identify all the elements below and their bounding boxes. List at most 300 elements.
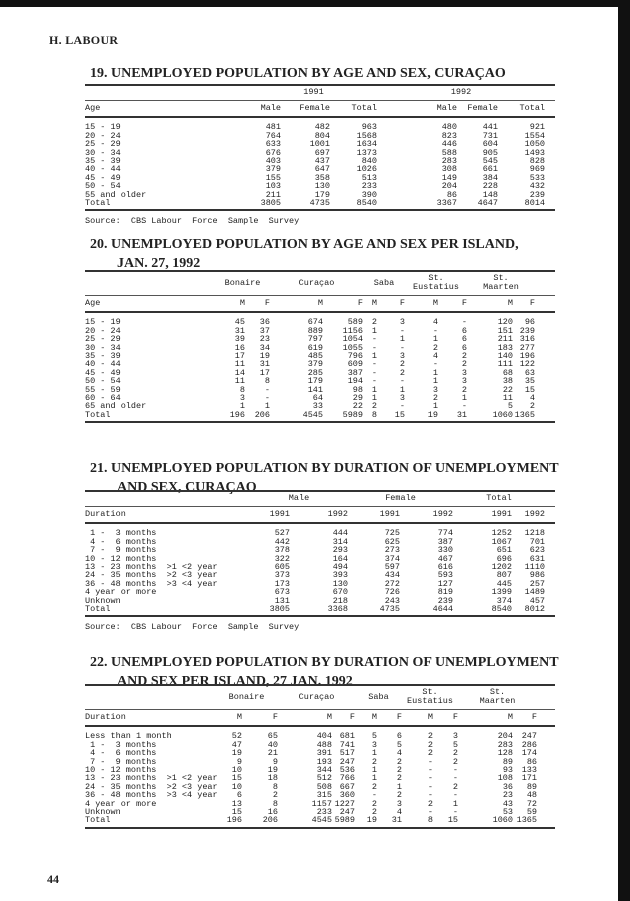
cell-value: 609 xyxy=(347,359,363,370)
row-label: Less than 1 month xyxy=(85,731,172,742)
cell-value: 31 xyxy=(377,816,402,827)
cell-value: 15 xyxy=(377,411,405,422)
table-title-line: JAN. 27, 1992 xyxy=(117,256,201,271)
table-row xyxy=(85,523,555,537)
cell-value: 1 xyxy=(371,748,377,759)
cell-value: 6 xyxy=(461,325,468,336)
cell-value: 11 xyxy=(234,376,245,387)
cell-value: 330 xyxy=(437,545,454,556)
cell-value: 391 xyxy=(316,748,332,759)
cell-value: 403 xyxy=(265,156,281,167)
cell-value: 2 xyxy=(371,317,377,328)
cell-value: 2 xyxy=(461,351,468,362)
cell-value: - xyxy=(371,334,377,345)
row-label: 24 - 35 months >2 <3 year xyxy=(85,781,218,792)
cell-value: 797 xyxy=(307,334,323,345)
cell-value: 605 xyxy=(274,562,290,573)
column-header: M xyxy=(405,296,438,313)
column-header: 1992 xyxy=(512,507,545,524)
group-header: 1991 xyxy=(303,87,324,97)
cell-value: 17 xyxy=(234,351,245,362)
cell-value: 8 xyxy=(264,376,270,387)
cell-value: 204 xyxy=(497,731,514,742)
cell-value: 65 xyxy=(267,731,278,742)
cell-value: 48 xyxy=(526,790,538,801)
cell-value: 3 xyxy=(461,376,468,387)
cell-value: - xyxy=(461,401,468,412)
cell-value: 481 xyxy=(265,122,281,133)
group-header xyxy=(85,85,250,101)
cell-value: 277 xyxy=(519,342,536,353)
row-label: 36 - 48 months >3 <4 year xyxy=(85,578,218,589)
cell-value: - xyxy=(264,393,270,404)
cell-value: 731 xyxy=(482,130,499,141)
group-header: Curaçao xyxy=(298,277,335,288)
cell-value: 676 xyxy=(265,147,281,158)
cell-value: 2 xyxy=(452,781,459,792)
cell-value: 457 xyxy=(529,595,546,606)
row-label: 13 - 23 months >1 <2 year xyxy=(85,562,218,573)
cell-value: - xyxy=(399,325,405,336)
table-row xyxy=(85,411,555,422)
cell-value: 1489 xyxy=(524,587,546,598)
column-header: M xyxy=(215,296,245,313)
cell-value: - xyxy=(427,781,433,792)
cell-value: - xyxy=(399,342,405,353)
cell-value: 1568 xyxy=(356,130,378,141)
cell-value: 647 xyxy=(314,164,330,175)
cell-value: 149 xyxy=(441,172,458,183)
table-title-line: AND SEX, CURAÇAO xyxy=(117,480,257,495)
group-header: St. Eustatius xyxy=(413,273,459,292)
cell-value: - xyxy=(427,765,433,776)
cell-value: 390 xyxy=(361,189,378,200)
cell-value: 384 xyxy=(482,172,499,183)
table-wrapper xyxy=(85,684,555,829)
row-label: Total xyxy=(85,199,250,210)
group-header: Saba xyxy=(373,277,395,288)
cell-value: 5 xyxy=(452,739,459,750)
row-label: Total xyxy=(85,411,215,422)
table-row xyxy=(85,199,555,210)
row-label: 25 - 29 xyxy=(85,139,121,150)
cell-value: 1 xyxy=(264,401,270,412)
cell-value: 53 xyxy=(502,807,514,818)
column-header: 1991 xyxy=(453,507,512,524)
cell-value: 22 xyxy=(502,384,514,395)
cell-value: 494 xyxy=(332,562,348,573)
cell-value: 233 xyxy=(361,181,378,192)
cell-value: 19 xyxy=(231,748,242,759)
cell-value: 593 xyxy=(437,570,454,581)
column-header: M xyxy=(402,710,433,727)
cell-value: 206 xyxy=(242,816,278,827)
cell-value: 108 xyxy=(497,773,514,784)
cell-value: 130 xyxy=(314,181,330,192)
group-header: Total xyxy=(486,493,512,503)
cell-value: 8 xyxy=(363,411,377,422)
cell-value: 15 xyxy=(231,773,242,784)
cell-value: 378 xyxy=(274,545,290,556)
cell-value: 633 xyxy=(265,139,281,150)
cell-value: 661 xyxy=(482,164,499,175)
cell-value: 604 xyxy=(482,139,499,150)
cell-value: 243 xyxy=(384,595,400,606)
group-header: 1992 xyxy=(450,87,472,97)
table-title-line: 22. UNEMPLOYED POPULATION BY DURATION OF UNEMPLOYMENT xyxy=(90,655,559,670)
cell-value: 8 xyxy=(239,384,245,395)
cell-value: 272 xyxy=(384,578,400,589)
row-label: 50 - 54 xyxy=(85,376,121,387)
cell-value: 619 xyxy=(307,342,323,353)
cell-value: 513 xyxy=(361,172,378,183)
cell-value: 1227 xyxy=(334,798,355,809)
cell-value: 151 xyxy=(497,325,514,336)
cell-value: 40 xyxy=(267,739,278,750)
cell-value: 467 xyxy=(437,553,454,564)
column-header: 1992 xyxy=(290,507,348,524)
cell-value: 204 xyxy=(441,181,458,192)
column-header: F xyxy=(438,296,467,313)
cell-value: 131 xyxy=(274,595,290,606)
cell-value: 4545 xyxy=(270,411,323,422)
cell-value: 6 xyxy=(461,334,468,345)
row-label: 13 - 23 months >1 <2 year xyxy=(85,773,218,784)
row-label: 45 - 49 xyxy=(85,367,121,378)
cell-value: 2 xyxy=(461,384,468,395)
cell-value: 358 xyxy=(314,172,330,183)
cell-value: - xyxy=(371,790,377,801)
cell-value: - xyxy=(399,401,405,412)
table-row xyxy=(85,117,555,131)
group-header: Male xyxy=(288,493,310,503)
cell-value: 527 xyxy=(274,528,290,539)
cell-value: 442 xyxy=(274,536,290,547)
cell-value: 10 xyxy=(231,781,242,792)
cell-value: 31 xyxy=(438,411,467,422)
cell-value: 3 xyxy=(239,393,245,404)
column-header: F xyxy=(377,296,405,313)
cell-value: 1218 xyxy=(524,528,546,539)
cell-value: 1110 xyxy=(524,562,546,573)
cell-value: 239 xyxy=(519,325,536,336)
cell-value: 1365 xyxy=(513,411,535,422)
cell-value: 8014 xyxy=(498,199,545,210)
cell-value: 1365 xyxy=(513,816,537,827)
column-header: F xyxy=(323,296,363,313)
cell-value: 482 xyxy=(314,122,330,133)
cell-value: 3368 xyxy=(290,605,348,616)
column-header: Male xyxy=(250,101,281,118)
row-label: 45 - 49 xyxy=(85,172,121,183)
cell-value: 445 xyxy=(496,578,513,589)
column-header: Female xyxy=(281,101,330,118)
table-row xyxy=(85,726,555,740)
cell-value: 1 xyxy=(396,781,402,792)
cell-value: 631 xyxy=(529,553,546,564)
cell-value: 589 xyxy=(347,317,363,328)
column-header: Total xyxy=(498,101,545,118)
cell-value: 512 xyxy=(316,773,332,784)
cell-value: 387 xyxy=(437,536,454,547)
cell-value: 485 xyxy=(307,351,323,362)
cell-value: 1060 xyxy=(458,816,513,827)
row-label: 55 - 59 xyxy=(85,384,121,395)
cell-value: 111 xyxy=(497,359,514,370)
cell-value: 179 xyxy=(314,189,330,200)
data-table xyxy=(85,84,555,211)
table-source-note: Source: CBS Labour Force Sample Survey xyxy=(85,216,300,227)
cell-value: - xyxy=(452,773,459,784)
cell-value: 373 xyxy=(274,570,290,581)
cell-value: 4647 xyxy=(457,199,498,210)
row-label: 60 - 64 xyxy=(85,393,121,404)
row-label: 4 - 6 months xyxy=(85,748,157,759)
cell-value: 670 xyxy=(332,587,348,598)
cell-value: 6 xyxy=(396,731,402,742)
cell-value: 404 xyxy=(316,731,332,742)
cell-value: 127 xyxy=(437,578,454,589)
cell-value: 19 xyxy=(405,411,438,422)
cell-value: 4735 xyxy=(281,199,330,210)
table-source-note: Source: CBS Labour Force Sample Survey xyxy=(85,622,300,633)
column-header: F xyxy=(245,296,270,313)
group-header: St. Maarten xyxy=(479,687,516,706)
cell-value: 194 xyxy=(347,376,363,387)
cell-value: 8540 xyxy=(453,605,512,616)
cell-value: 517 xyxy=(339,748,355,759)
cell-value: 283 xyxy=(497,739,514,750)
group-header-row xyxy=(85,685,555,710)
cell-value: 196 xyxy=(215,411,245,422)
cell-value: 374 xyxy=(496,595,513,606)
cell-value: 11 xyxy=(234,359,245,370)
cell-value: 52 xyxy=(231,731,242,742)
cell-value: 1 xyxy=(371,325,377,336)
cell-value: 141 xyxy=(307,384,323,395)
cell-value: 155 xyxy=(265,172,281,183)
column-header-row xyxy=(85,710,555,727)
cell-value: 211 xyxy=(497,334,514,345)
cell-value: 228 xyxy=(482,181,499,192)
cell-value: 15 xyxy=(524,384,536,395)
cell-value: 2 xyxy=(396,790,402,801)
cell-value: 625 xyxy=(384,536,400,547)
cell-value: - xyxy=(452,765,459,776)
cell-value: 696 xyxy=(496,553,513,564)
cell-value: 93 xyxy=(502,765,514,776)
column-header: Male xyxy=(377,101,457,118)
cell-value: 2 xyxy=(371,807,377,818)
group-header-row xyxy=(85,491,555,507)
cell-value: 1067 xyxy=(491,536,513,547)
table-wrapper xyxy=(85,270,555,423)
column-header-row xyxy=(85,101,555,118)
table-wrapper xyxy=(85,84,555,226)
cell-value: 63 xyxy=(524,367,536,378)
cell-value: 1 xyxy=(432,367,438,378)
column-header: M xyxy=(215,710,242,727)
cell-value: 164 xyxy=(332,553,348,564)
cell-value: 360 xyxy=(339,790,355,801)
cell-value: 804 xyxy=(314,130,330,141)
cell-value: 432 xyxy=(529,181,546,192)
table-title xyxy=(90,235,519,273)
cell-value: 196 xyxy=(215,816,242,827)
column-header: Duration xyxy=(85,710,215,727)
cell-value: 726 xyxy=(384,587,400,598)
cell-value: 969 xyxy=(529,164,546,175)
group-header-row xyxy=(85,85,555,101)
cell-value: 86 xyxy=(526,756,538,767)
cell-value: 697 xyxy=(314,147,330,158)
cell-value: 1493 xyxy=(524,147,546,158)
cell-value: 171 xyxy=(521,773,538,784)
cell-value: 2 xyxy=(529,401,536,412)
cell-value: 13 xyxy=(231,798,242,809)
column-header: M xyxy=(355,710,377,727)
row-label: 25 - 29 xyxy=(85,334,121,345)
cell-value: 35 xyxy=(524,376,536,387)
cell-value: 8 xyxy=(272,781,278,792)
cell-value: 1 xyxy=(239,401,245,412)
table-title-line: 20. UNEMPLOYED POPULATION BY AGE AND SEX PER ISLAND, xyxy=(90,237,519,252)
cell-value: 6 xyxy=(461,342,468,353)
cell-value: - xyxy=(371,367,377,378)
cell-value: 393 xyxy=(332,570,348,581)
cell-value: 257 xyxy=(529,578,546,589)
row-label: 1 - 3 months xyxy=(85,528,157,539)
cell-value: 29 xyxy=(352,393,363,404)
cell-value: 315 xyxy=(316,790,332,801)
cell-value: 2 xyxy=(396,756,402,767)
cell-value: 819 xyxy=(437,587,454,598)
section-header: H. LABOUR xyxy=(49,33,119,47)
cell-value: 283 xyxy=(441,156,458,167)
cell-value: 218 xyxy=(332,595,348,606)
cell-value: 15 xyxy=(433,816,458,827)
cell-value: 823 xyxy=(441,130,458,141)
cell-value: 434 xyxy=(384,570,400,581)
cell-value: 273 xyxy=(384,545,400,556)
cell-value: 4 xyxy=(432,317,438,328)
cell-value: 2 xyxy=(432,393,438,404)
row-label: 40 - 44 xyxy=(85,164,121,175)
row-label: 4 year or more xyxy=(85,587,157,598)
cell-value: 3 xyxy=(399,393,405,404)
cell-value: 1054 xyxy=(342,334,363,345)
cell-value: 3 xyxy=(461,367,468,378)
row-label: 24 - 35 months >2 <3 year xyxy=(85,570,218,581)
column-header: F xyxy=(377,710,402,727)
cell-value: 4545 xyxy=(278,816,332,827)
cell-value: 3 xyxy=(371,739,377,750)
row-label: 4 year or more xyxy=(85,798,157,809)
cell-value: 4 xyxy=(396,807,402,818)
row-label: 20 - 24 xyxy=(85,130,121,141)
cell-value: 17 xyxy=(259,367,270,378)
cell-value: 725 xyxy=(384,528,400,539)
cell-value: 4735 xyxy=(348,605,400,616)
cell-value: 133 xyxy=(521,765,538,776)
cell-value: 1 xyxy=(371,351,377,362)
cell-value: - xyxy=(264,384,270,395)
cell-value: 2 xyxy=(399,367,405,378)
table-wrapper xyxy=(85,490,555,632)
cell-value: - xyxy=(399,376,405,387)
cell-value: 764 xyxy=(265,130,281,141)
cell-value: 588 xyxy=(441,147,458,158)
cell-value: 6 xyxy=(236,790,242,801)
cell-value: 3 xyxy=(432,384,438,395)
cell-value: 4 xyxy=(396,748,402,759)
cell-value: 828 xyxy=(529,156,546,167)
row-label: 30 - 34 xyxy=(85,147,121,158)
cell-value: 1055 xyxy=(342,342,363,353)
cell-value: 98 xyxy=(352,384,363,395)
cell-value: 3805 xyxy=(250,605,290,616)
cell-value: 322 xyxy=(274,553,290,564)
cell-value: 174 xyxy=(521,748,538,759)
cell-value: 59 xyxy=(526,807,538,818)
cell-value: 173 xyxy=(274,578,290,589)
cell-value: 8 xyxy=(402,816,433,827)
cell-value: - xyxy=(432,325,438,336)
cell-value: 39 xyxy=(234,334,245,345)
table-title-line: 19. UNEMPLOYED POPULATION BY AGE AND SEX, CURAÇAO xyxy=(90,66,506,81)
column-header: Total xyxy=(330,101,377,118)
cell-value: - xyxy=(427,807,433,818)
cell-value: 308 xyxy=(441,164,458,175)
cell-value: 1 xyxy=(371,765,377,776)
data-table xyxy=(85,270,555,423)
cell-value: 247 xyxy=(521,731,538,742)
cell-value: 1 xyxy=(432,334,438,345)
cell-value: 16 xyxy=(234,342,245,353)
cell-value: 239 xyxy=(437,595,454,606)
cell-value: 2 xyxy=(427,748,433,759)
column-header: M xyxy=(467,296,513,313)
column-header: F xyxy=(513,296,535,313)
cell-value: 247 xyxy=(339,756,355,767)
row-label: 15 - 19 xyxy=(85,122,121,133)
group-header: Saba xyxy=(368,691,389,702)
cell-value: 3 xyxy=(399,351,405,362)
cell-value: 807 xyxy=(496,570,513,581)
cell-value: 4 xyxy=(529,393,536,404)
cell-value: 15 xyxy=(231,807,242,818)
cell-value: 441 xyxy=(482,122,499,133)
cell-value: 1 xyxy=(432,376,438,387)
cell-value: 1634 xyxy=(356,139,378,150)
column-header: F xyxy=(332,710,355,727)
cell-value: 2 xyxy=(432,342,438,353)
scan-border-right xyxy=(618,0,630,901)
cell-value: 2 xyxy=(427,739,433,750)
cell-value: 14 xyxy=(234,367,245,378)
cell-value: - xyxy=(371,359,377,370)
column-header: M xyxy=(278,710,332,727)
cell-value: 1060 xyxy=(467,411,513,422)
cell-value: 103 xyxy=(265,181,281,192)
cell-value: 233 xyxy=(316,807,332,818)
group-header: Bonaire xyxy=(224,277,261,288)
cell-value: 774 xyxy=(437,528,454,539)
cell-value: 34 xyxy=(259,342,270,353)
cell-value: 3 xyxy=(396,798,402,809)
group-header xyxy=(85,491,250,507)
cell-value: 444 xyxy=(332,528,348,539)
